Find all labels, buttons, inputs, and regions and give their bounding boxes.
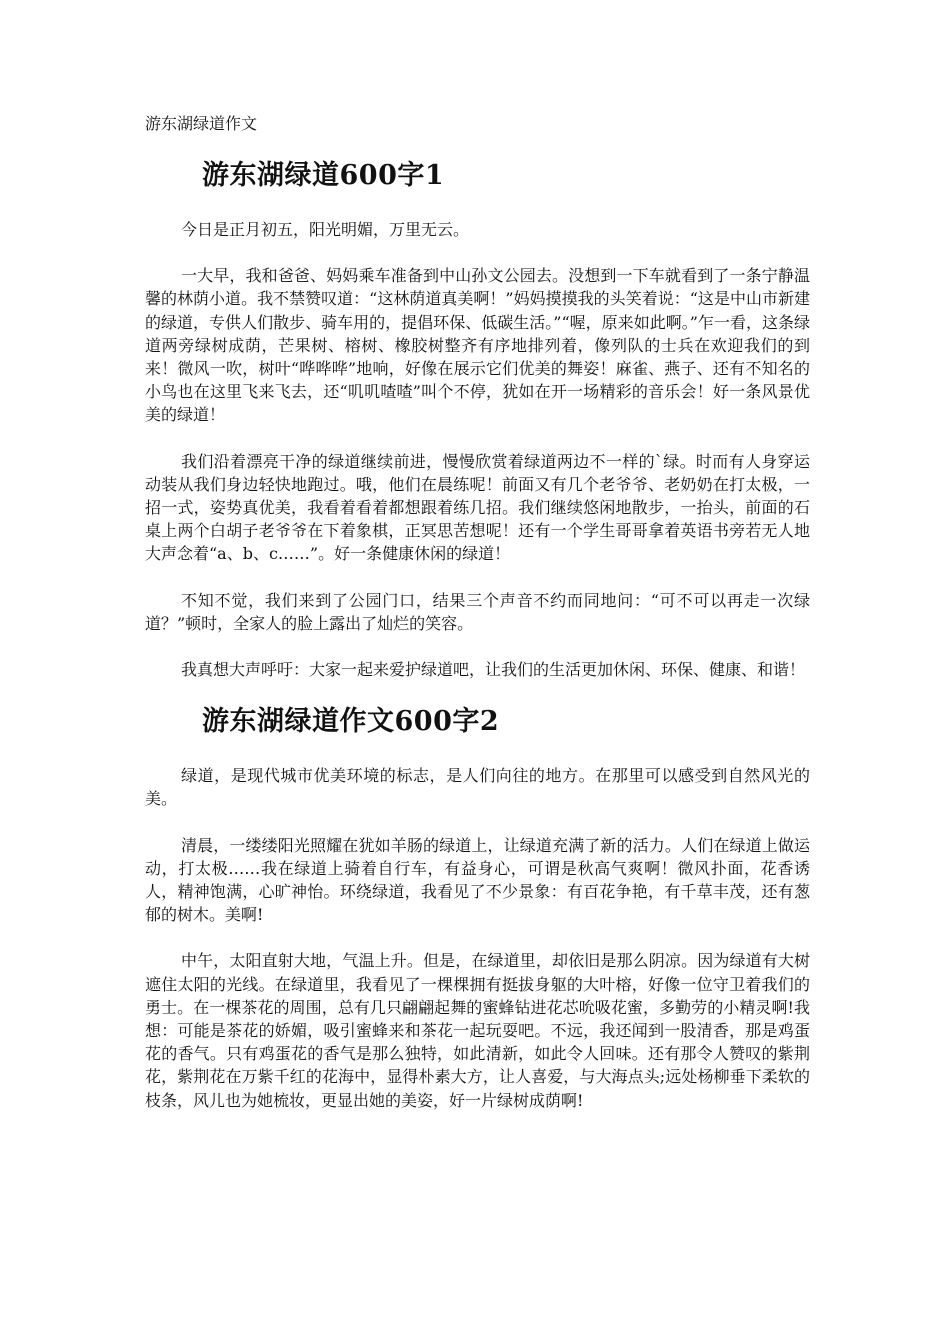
- section-heading: 游东湖绿道600字1: [202, 160, 445, 191]
- paragraph: 绿道，是现代城市优美环境的标志，是人们向往的地方。在那里可以感受到自然风光的美。: [145, 766, 810, 809]
- paragraph: 不知不觉，我们来到了公园门口，结果三个声音不约而同地问：“可不可以再走一次绿道？”顿时，全家人的脸上露出了灿烂的笑容。: [145, 590, 810, 633]
- document-page: [145, 112, 810, 1135]
- paragraph: 中午，太阳直射大地，气温上升。但是，在绿道里，却依旧是那么阴凉。因为绿道有大树遮住太阳的光线。在绿道里，我看见了一棵棵拥有挺拔身躯的大叶榕，好像一位守卫着我们的勇士。在一棵茶花的周围，总有几只翩翩起舞的蜜蜂钻进花芯吮吸花蜜，多勤劳的小精灵啊!我想：可能是茶花的娇媚，吸引蜜蜂来和茶花一起玩耍吧。不远，我还闻到一股清香，那是鸡蛋花的香气。只有鸡蛋花的香气是那么独特，如此清新，如此令人回味。还有那令人赞叹的紫荆花，紫荆花在万紫千红的花海中，显得朴素大方，让人喜爱，与大海点头;远处杨柳垂下柔软的枝条，风儿也为她梳妆，更显出她的美姿，好一片绿树成荫啊!: [145, 951, 810, 1110]
- section-heading: 游东湖绿道作文600字2: [202, 706, 500, 738]
- paragraph: 今日是正月初五，阳光明媚，万里无云。: [181, 220, 470, 239]
- document-title: 游东湖绿道作文: [145, 114, 258, 133]
- paragraph: 我们沿着漂亮干净的绿道继续前进，慢慢欣赏着绿道两边不一样的`绿。时而有人身穿运动装从我们身边轻快地跑过。哦，他们在晨练呢！前面又有几个老爷爷、老奶奶在打太极，一招一式，姿势真优美，我看着看着都想跟着练几招。我们继续悠闲地散步，一抬头，前面的石桌上两个白胡子老爷爷在下着象棋，正冥思苦想呢！还有一个学生哥哥拿着英语书旁若无人地大声念着“a、b、c……”。好一条健康休闲的绿道！: [145, 451, 810, 564]
- essay-section-1: [145, 158, 810, 681]
- essay-section-2: [145, 704, 810, 1112]
- paragraph: 一大早，我和爸爸、妈妈乘车准备到中山孙文公园去。没想到一下车就看到了一条宁静温馨的林荫小道。我不禁赞叹道：“这林荫道真美啊！”妈妈摸摸我的头笑着说：“这是中山市新建的绿道，专供人们散步、骑车用的，提倡环保、低碳生活。”“喔，原来如此啊。”乍一看，这条绿道两旁绿树成荫，芒果树、榕树、橡胶树整齐有序地排列着，像列队的士兵在欢迎我们的到来！微风一吹，树叶“哗哗哗”地响，好像在展示它们优美的舞姿！麻雀、燕子、还有不知名的小鸟也在这里飞来飞去，还“叽叽喳喳”叫个不停，犹如在开一场精彩的音乐会！好一条风景优美的绿道！: [145, 266, 810, 425]
- paragraph: 清晨，一缕缕阳光照耀在犹如羊肠的绿道上，让绿道充满了新的活力。人们在绿道上做运动，打太极……我在绿道上骑着自行车，有益身心，可谓是秋高气爽啊！微风扑面，花香诱人，精神饱满，心旷神怡。环绕绿道，我看见了不少景象：有百花争艳，有千草丰茂，还有葱郁的树木。美啊!: [145, 835, 810, 925]
- paragraph: 我真想大声呼吁：大家一起来爱护绿道吧，让我们的生活更加休闲、环保、健康、和谐！: [181, 660, 806, 680]
